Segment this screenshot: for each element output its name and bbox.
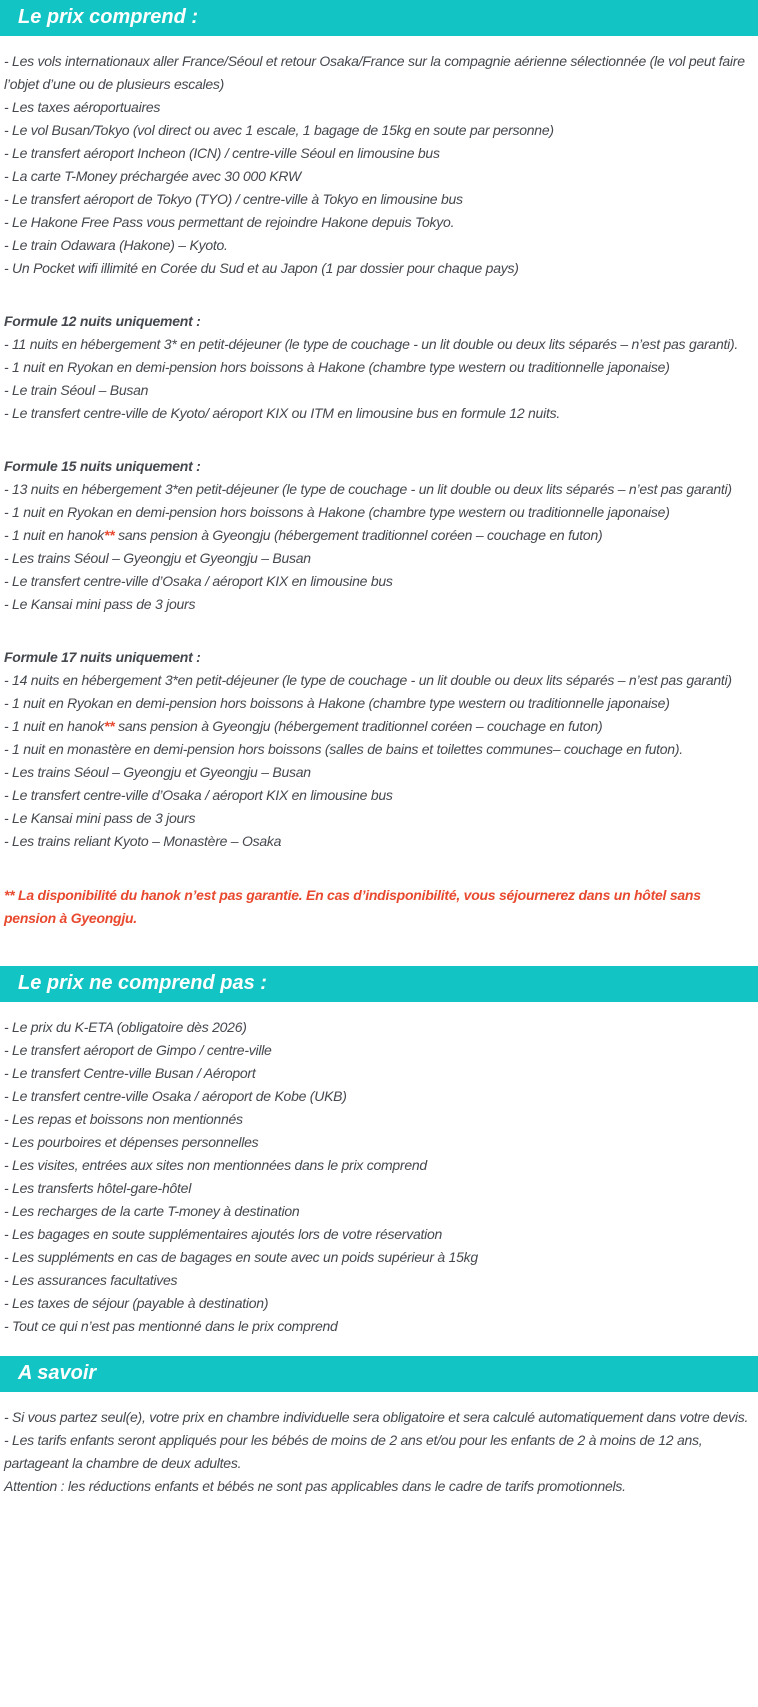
formula-12-item: - 11 nuits en hébergement 3* en petit-déjeuner (le type de couchage - un lit double ou deux lits séparés – n’est pas garanti). [4, 336, 739, 352]
formula-12-item: - Le train Séoul – Busan [4, 382, 149, 398]
excluded-item: - Les pourboires et dépenses personnelles [4, 1134, 259, 1150]
hanok-asterisk-marker: ** [104, 527, 115, 543]
included-item: - Le vol Busan/Tokyo (vol direct ou avec 1 escale, 1 bagage de 15kg en soute par personne) [4, 122, 554, 138]
formula-15-item-hanok [4, 524, 754, 547]
formula-15-item: - Les trains Séoul – Gyeongju et Gyeongju – Busan [4, 550, 311, 566]
excluded-item: - Le transfert aéroport de Gimpo / centre-ville [4, 1042, 272, 1058]
excluded-item: - Les suppléments en cas de bagages en soute avec un poids supérieur à 15kg [4, 1249, 478, 1265]
excluded-item: - Les bagages en soute supplémentaires ajoutés lors de votre réservation [4, 1226, 443, 1242]
formula-17-item-hanok [4, 715, 754, 738]
price-includes-content [0, 36, 758, 966]
note-paragraph: Attention : les réductions enfants et bébés ne sont pas applicables dans le cadre de tarifs promotionnels. [4, 1478, 626, 1494]
good-to-know-title: A savoir [18, 1362, 97, 1384]
included-item: - Le transfert aéroport Incheon (ICN) / centre-ville Séoul en limousine bus [4, 145, 440, 161]
hanok-asterisk-marker: ** [104, 718, 115, 734]
formula-15-item: - Le transfert centre-ville d’Osaka / aéroport KIX en limousine bus [4, 573, 393, 589]
formula-17-heading: Formule 17 nuits uniquement : [4, 649, 201, 665]
included-item: - La carte T-Money préchargée avec 30 000 KRW [4, 168, 301, 184]
formula-15-item: - 13 nuits en hébergement 3*en petit-déjeuner (le type de couchage - un lit double ou deux lits séparés – n’est pas garanti) [4, 481, 732, 497]
formula-15-item: - 1 nuit en Ryokan en demi-pension hors boissons à Hakone (chambre type western ou traditionnelle japonaise) [4, 504, 670, 520]
excluded-item: - Les assurances facultatives [4, 1272, 178, 1288]
formula-15-heading: Formule 15 nuits uniquement : [4, 458, 201, 474]
excluded-item: - Les recharges de la carte T-money à destination [4, 1203, 300, 1219]
hanok-item-text: - 1 nuit en hanok [4, 527, 105, 543]
formula-17-item: - Les trains Séoul – Gyeongju et Gyeongju – Busan [4, 764, 311, 780]
included-item: - Le train Odawara (Hakone) – Kyoto. [4, 237, 228, 253]
excluded-item: - Tout ce qui n’est pas mentionné dans le prix comprend [4, 1318, 338, 1334]
formula-12-item: - 1 nuit en Ryokan en demi-pension hors boissons à Hakone (chambre type western ou traditionnelle japonaise) [4, 359, 670, 375]
excluded-item: - Les transferts hôtel-gare-hôtel [4, 1180, 192, 1196]
section-header-good-to-know [0, 1356, 758, 1392]
included-item: - Les vols internationaux aller France/Séoul et retour Osaka/France sur la compagnie aérienne sélectionnée (le vol peut faire l’objet d’une ou de plusieurs escales) [4, 53, 745, 92]
included-item: - Le transfert aéroport de Tokyo (TYO) / centre-ville à Tokyo en limousine bus [4, 191, 463, 207]
formula-12-item: - Le transfert centre-ville de Kyoto/ aéroport KIX ou ITM en limousine bus en formule 12 nuits. [4, 405, 560, 421]
hanok-item-text: sans pension à Gyeongju (hébergement traditionnel coréen – couchage en futon) [114, 527, 603, 543]
price-includes-title: Le prix comprend : [18, 6, 199, 28]
note-paragraph: - Les tarifs enfants seront appliqués pour les bébés de moins de 2 ans et/ou pour les enfants de 2 à moins de 12 ans, partageant la chambre de deux adultes. [4, 1432, 703, 1471]
included-item: - Les taxes aéroportuaires [4, 99, 161, 115]
hanok-availability-note: ** La disponibilité du hanok n’est pas garantie. En cas d’indisponibilité, vous séjournerez dans un hôtel sans pension à Gyeongju. [4, 887, 701, 926]
formula-17-item: - 14 nuits en hébergement 3*en petit-déjeuner (le type de couchage - un lit double ou deux lits séparés – n’est pas garanti) [4, 672, 732, 688]
formula-17-item: - Le transfert centre-ville d’Osaka / aéroport KIX en limousine bus [4, 787, 393, 803]
formula-12-heading: Formule 12 nuits uniquement : [4, 313, 201, 329]
note-paragraph: - Si vous partez seul(e), votre prix en chambre individuelle sera obligatoire et sera calculé automatiquement dans votre devis. [4, 1409, 749, 1425]
excluded-item: - Les repas et boissons non mentionnés [4, 1111, 243, 1127]
excluded-item: - Le transfert centre-ville Osaka / aéroport de Kobe (UKB) [4, 1088, 347, 1104]
included-item: - Le Hakone Free Pass vous permettant de rejoindre Hakone depuis Tokyo. [4, 214, 455, 230]
good-to-know-content [0, 1392, 758, 1618]
section-header-price-includes [0, 0, 758, 36]
formula-17-item: - Le Kansai mini pass de 3 jours [4, 810, 196, 826]
price-excludes-content [0, 1002, 758, 1356]
formula-17-item: - Les trains reliant Kyoto – Monastère – Osaka [4, 833, 282, 849]
section-header-price-excludes [0, 966, 758, 1002]
excluded-item: - Le prix du K-ETA (obligatoire dès 2026) [4, 1019, 247, 1035]
excluded-item: - Les visites, entrées aux sites non mentionnées dans le prix comprend [4, 1157, 427, 1173]
formula-17-item: - 1 nuit en monastère en demi-pension hors boissons (salles de bains et toilettes communes– couchage en futon). [4, 741, 683, 757]
included-item: - Un Pocket wifi illimité en Corée du Sud et au Japon (1 par dossier pour chaque pays) [4, 260, 519, 276]
hanok-item-text: sans pension à Gyeongju (hébergement traditionnel coréen – couchage en futon) [114, 718, 603, 734]
excluded-item: - Le transfert Centre-ville Busan / Aéroport [4, 1065, 256, 1081]
price-excludes-title: Le prix ne comprend pas : [18, 972, 267, 994]
excluded-item: - Les taxes de séjour (payable à destination) [4, 1295, 269, 1311]
hanok-item-text: - 1 nuit en hanok [4, 718, 105, 734]
formula-17-item: - 1 nuit en Ryokan en demi-pension hors boissons à Hakone (chambre type western ou traditionnelle japonaise) [4, 695, 670, 711]
formula-15-item: - Le Kansai mini pass de 3 jours [4, 596, 196, 612]
